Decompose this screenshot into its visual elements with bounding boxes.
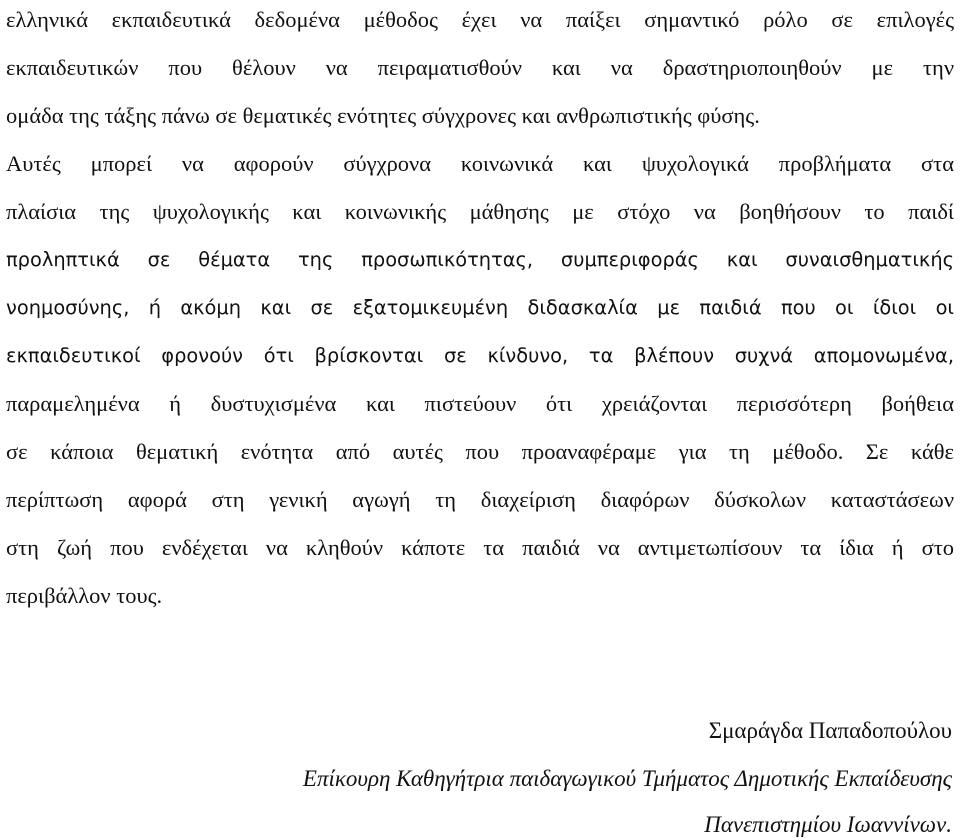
text-line-2: εκπαιδευτικών που θέλουν να πειραματισθούν και να δραστηριοποιηθούν με την bbox=[6, 55, 954, 80]
text-line-6: προληπτικά σε θέματα της προσωπικότητας, συμπεριφοράς και συναισθηματικής bbox=[6, 248, 954, 271]
signature-title: Επίκουρη Καθηγήτρια παιδαγωγικού Τμήματος Δημοτικής Εκπαίδευσης bbox=[302, 766, 952, 791]
text-line-4: Αυτές μπορεί να αφορούν σύγχρονα κοινωνικά και ψυχολογικά προβλήματα στα bbox=[6, 151, 954, 176]
text-line-5: πλαίσια της ψυχολογικής και κοινωνικής μάθησης με στόχο να βοηθήσουν το παιδί bbox=[6, 199, 954, 224]
text-line-9: παραμελημένα ή δυστυχισμένα και πιστεύουν ότι χρειάζονται περισσότερη βοήθεια bbox=[6, 391, 954, 416]
signature-name: Σμαράγδα Παπαδοπούλου bbox=[708, 718, 952, 743]
text-line-13: περιβάλλον τους. bbox=[6, 583, 163, 608]
text-line-1: ελληνικά εκπαιδευτικά δεδομένα μέθοδος έχει να παίξει σημαντικό ρόλο σε επιλογές bbox=[6, 7, 954, 32]
text-line-3: ομάδα της τάξης πάνω σε θεματικές ενότητες σύγχρονες και ανθρωπιστικής φύσης. bbox=[6, 103, 760, 128]
text-line-12: στη ζωή που ενδέχεται να κληθούν κάποτε τα παιδιά να αντιμετωπίσουν τα ίδια ή στο bbox=[6, 535, 954, 560]
signature-institution: Πανεπιστημίου Ιωαννίνων. bbox=[704, 812, 952, 837]
text-line-8: εκπαιδευτικοί φρονούν ότι βρίσκονται σε κίνδυνο, τα βλέπουν συχνά απομονωμένα, bbox=[6, 344, 954, 367]
text-line-11: περίπτωση αφορά στη γενική αγωγή τη διαχείριση διαφόρων δύσκολων καταστάσεων bbox=[6, 487, 954, 512]
text-line-10: σε κάποια θεματική ενότητα από αυτές που προαναφέραμε για τη μέθοδο. Σε κάθε bbox=[6, 439, 954, 464]
text-line-7: νοημοσύνης, ή ακόμη και σε εξατομικευμένη διδασκαλία με παιδιά που οι ίδιοι οι bbox=[6, 296, 954, 319]
